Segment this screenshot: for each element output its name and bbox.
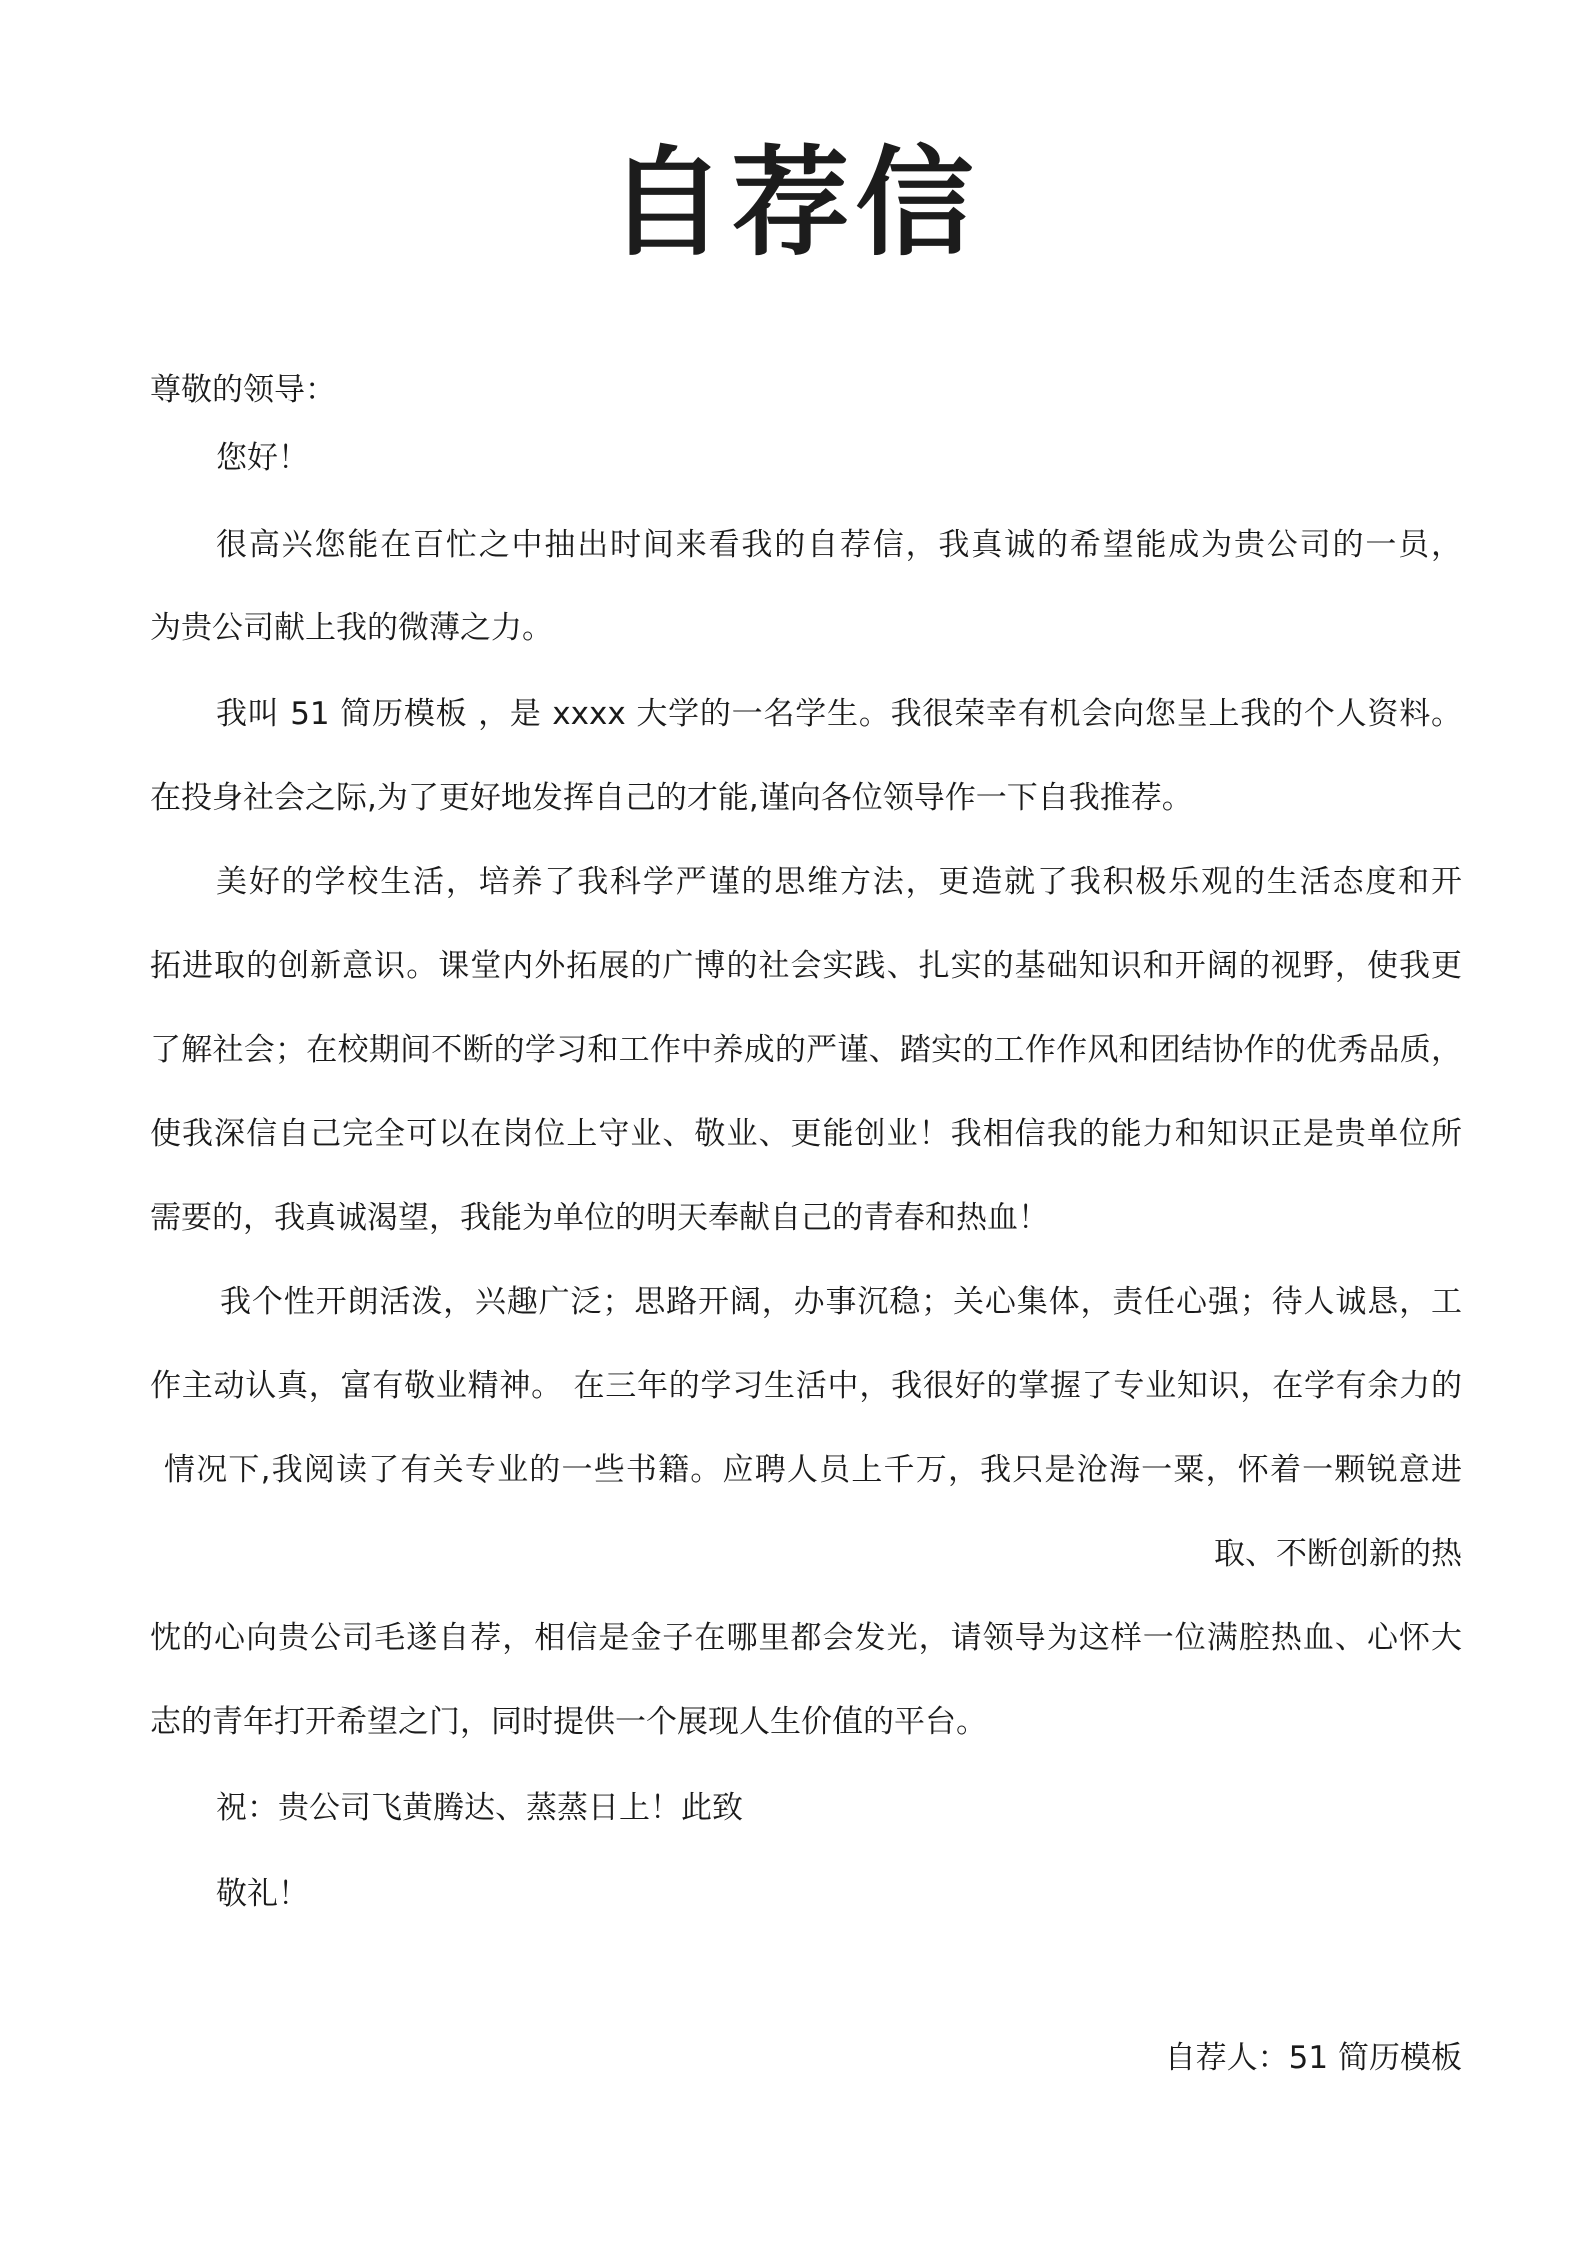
paragraph-3-line-5: 需要的，我真诚渴望，我能为单位的明天奉献自己的青春和热血！ [150,1200,1049,1236]
closing-wish: 祝：贵公司飞黄腾达、蒸蒸日上！此致 [216,1790,743,1826]
paragraph-4-line-5: 忱的心向贵公司毛遂自荐，相信是金子在哪里都会发光，请领导为这样一位满腔热血、心怀大 [150,1620,1462,1656]
closing-regards: 敬礼！ [216,1876,309,1912]
paragraph-1-line-1: 很高兴您能在百忙之中抽出时间来看我的自荐信，我真诚的希望能成为贵公司的一员， [216,527,1462,563]
signature: 自荐人：51 简历模板 [1164,2040,1462,2076]
paragraph-4-line-2: 作主动认真，富有敬业精神。 在三年的学习生活中，我很好的掌握了专业知识，在学有余力的 [150,1368,1462,1404]
paragraph-2-line-1: 我叫 51 简历模板 ，是 xxxx 大学的一名学生。我很荣幸有机会向您呈上我的个人资料。 [216,696,1462,732]
paragraph-1-line-2: 为贵公司献上我的微薄之力。 [150,610,553,646]
paragraph-4-line-1: 我个性开朗活泼，兴趣广泛；思路开阔，办事沉稳；关心集体，责任心强；待人诚恳，工 [220,1284,1462,1320]
greeting: 您好！ [216,440,309,476]
paragraph-2-line-2: 在投身社会之际,为了更好地发挥自己的才能,谨向各位领导作一下自我推荐。 [150,780,1193,816]
paragraph-3-line-1: 美好的学校生活，培养了我科学严谨的思维方法，更造就了我积极乐观的生活态度和开 [216,864,1462,900]
paragraph-4-line-6: 志的青年打开希望之门，同时提供一个展现人生价值的平台。 [150,1704,987,1740]
paragraph-4-line-4: 取、不断创新的热 [1214,1536,1462,1572]
paragraph-3-line-2: 拓进取的创新意识。课堂内外拓展的广博的社会实践、扎实的基础知识和开阔的视野，使我更 [150,948,1462,984]
paragraph-4-line-3: 情况下,我阅读了有关专业的一些书籍。应聘人员上千万，我只是沧海一粟，怀着一颗锐意进 [164,1452,1462,1488]
paragraph-3-line-3: 了解社会；在校期间不断的学习和工作中养成的严谨、踏实的工作作风和团结协作的优秀品质， [150,1032,1462,1068]
page-title: 自荐信 [607,134,980,272]
salutation: 尊敬的领导： [150,372,336,408]
paragraph-3-line-4: 使我深信自己完全可以在岗位上守业、敬业、更能创业！我相信我的能力和知识正是贵单位所 [150,1116,1462,1152]
